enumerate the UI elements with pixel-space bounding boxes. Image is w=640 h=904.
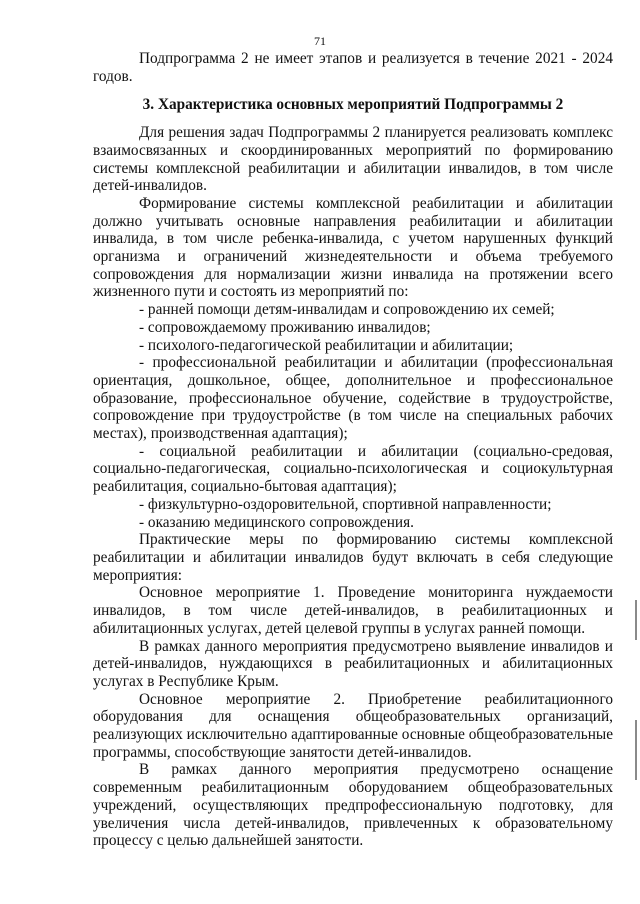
list-item: - психолого-педагогической реабилитации и абилитации; bbox=[139, 336, 514, 354]
list-item: - сопровождаемому проживанию инвалидов; bbox=[139, 318, 431, 336]
section-heading: 3. Характеристика основных мероприятий Подпрограммы 2 bbox=[142, 96, 564, 114]
list-item: - физкультурно-оздоровительной, спортивной направленности; bbox=[139, 495, 552, 513]
paragraph: Практические меры по формированию системы комплексной реабилитации и абилитации инвалидов будут включать в себя следующие мероприятия: bbox=[93, 531, 613, 584]
scan-edge-mark bbox=[635, 600, 637, 640]
paragraph: Основное мероприятие 2. Приобретение реабилитационного оборудования для оснащения общеобразовательных организаций, реализующих исключительно адаптированные основные общеобразовательные программы, способствующие занятости детей-инвалидов. bbox=[93, 690, 613, 761]
paragraph: Основное мероприятие 1. Проведение мониторинга нуждаемости инвалидов, в том числе детей-инвалидов, в реабилитационных и абилитационных услугах, детей целевой группы в услугах ранней помощи. bbox=[93, 584, 613, 637]
intro-paragraph: Подпрограмма 2 не имеет этапов и реализуется в течение 2021 - 2024 годов. bbox=[93, 50, 613, 85]
list-item: - социальной реабилитации и абилитации (социально-средовая, социально-педагогическая, социально-психологическая и социокультурная реабилитация, социально-бытовая адаптация); bbox=[93, 442, 613, 496]
list-item: - ранней помощи детям-инвалидам и сопровождению их семей; bbox=[139, 301, 555, 319]
paragraph: В рамках данного мероприятия предусмотрено оснащение современным реабилитационным оборудованием общеобразовательных учреждений, осуществляющих предпрофессиональную подготовку, для увеличения числа детей-инвалидов, привлеченных к образовательному процессу с целью дальнейшей занятости. bbox=[93, 761, 613, 850]
paragraph: Для решения задач Подпрограммы 2 планируется реализовать комплекс взаимосвязанных и скоординированных мероприятий по формированию системы комплексной реабилитации и абилитации инвалидов, в том числе детей-инвалидов. bbox=[93, 124, 613, 195]
paragraph: В рамках данного мероприятия предусмотрено выявление инвалидов и детей-инвалидов, нуждающихся в реабилитационных и абилитационных услугах в Республике Крым. bbox=[93, 637, 613, 690]
paragraph: Формирование системы комплексной реабилитации и абилитации должно учитывать основные направления реабилитации и абилитации инвалида, в том числе ребенка-инвалида, с учетом нарушенных функций организма и ограничений жизнедеятельности и объема требуемого сопровождения для нормализации жизни инвалида на протяжении всего жизненного пути и состоять из мероприятий по: bbox=[93, 194, 613, 301]
page-number: 71 bbox=[314, 34, 326, 48]
list-item: - профессиональной реабилитации и абилитации (профессиональная ориентация, дошкольное, общее, дополнительное и профессиональное образование, профессиональное обучение, содействие в трудоустройстве, сопровождение при трудоустройстве (в том числе на специальных рабочих местах), производственная адаптация); bbox=[93, 354, 613, 443]
scan-edge-mark bbox=[635, 720, 637, 780]
list-item: - оказанию медицинского сопровождения. bbox=[139, 513, 414, 531]
document-body bbox=[93, 50, 613, 850]
